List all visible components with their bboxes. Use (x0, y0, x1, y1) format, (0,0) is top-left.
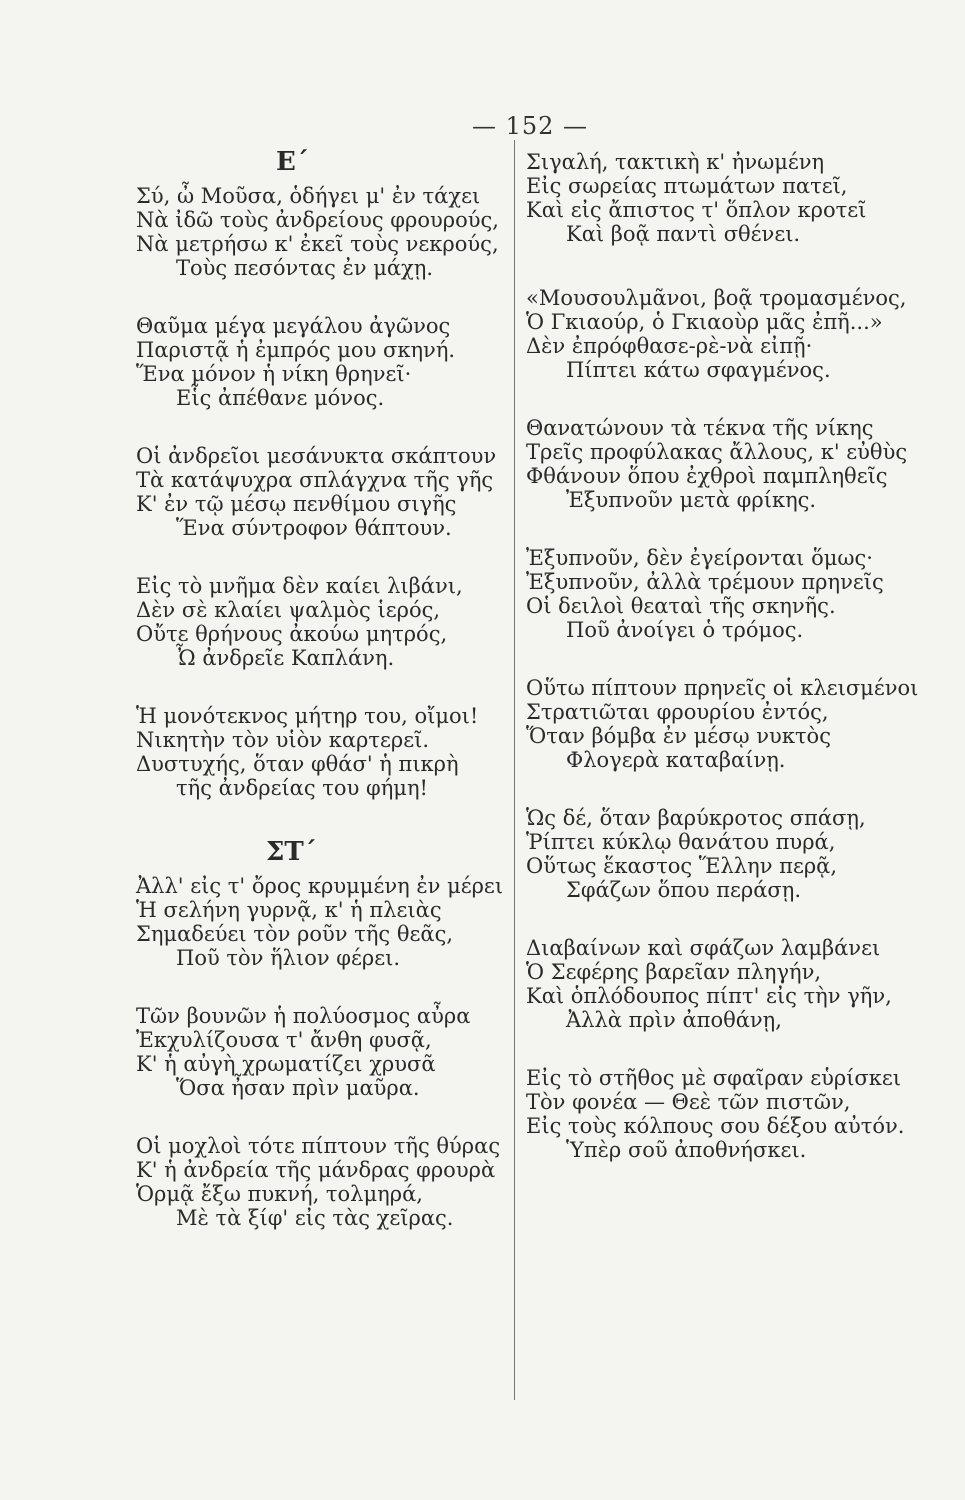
stanza (526, 150, 910, 246)
section-st-stanzas (136, 874, 510, 1230)
poem-line: Πίπτει κάτω σφαγμένος. (566, 358, 831, 382)
poem-line: Οὕτως ἕκαστος Ἕλλην περᾷ, (526, 854, 838, 878)
section-heading-st: ΣΤ΄ (266, 837, 317, 867)
right-column (526, 150, 919, 1162)
poem-line: Κ' ἡ αὐγὴ χρωματίζει χρυσᾶ (136, 1052, 436, 1076)
poem-line: Οὔτε θρήνους ἀκούω μητρός, (136, 622, 448, 646)
stanza (136, 704, 510, 800)
poem-line: Ὅσα ἦσαν πρὶν μαῦρα. (176, 1076, 420, 1100)
poem-line: Δὲν ἐπρόφθασε-ρὲ-νὰ εἰπῇ· (526, 334, 813, 358)
poem-line: Καὶ ὁπλόδουπος πίπτ' εἰς τὴν γῆν, (526, 984, 892, 1008)
poem-line: Καὶ βοᾷ παντὶ σθένει. (566, 222, 801, 246)
poem-line: Σύ, ὦ Μοῦσα, ὁδήγει μ' ἐν τάχει (136, 184, 481, 208)
poem-line: Διαβαίνων καὶ σφάζων λαμβάνει (526, 936, 881, 960)
poem-line: Οὕτω πίπτουν πρηνεῖς οἱ κλεισμένοι (526, 676, 919, 700)
poem-line: Ἐξυπνοῦν, δὲν ἐγείρονται ὅμως· (526, 546, 873, 570)
stanza (136, 444, 510, 540)
poem-line: Οἱ μοχλοὶ τότε πίπτουν τῆς θύρας (136, 1134, 501, 1158)
poem-line: Τὰ κατάψυχρα σπλάγχνα τῆς γῆς (136, 468, 494, 492)
stanza (136, 314, 510, 410)
poem-line: Σφάζων ὅπου περάσῃ. (566, 878, 802, 902)
poem-line: Νὰ ἰδῶ τοὺς ἀνδρείους φρουρούς, (136, 208, 499, 232)
poem-line: Θανατώνουν τὰ τέκνα τῆς νίκης (526, 416, 874, 440)
poem-line: Ἡ μονότεκνος μήτηρ του, οἴμοι! (136, 704, 479, 728)
poem-line: Τρεῖς προφύλακας ἄλλους, κ' εὐθὺς (526, 440, 908, 464)
column-divider (514, 140, 515, 1400)
poem-line: Ὑπὲρ σοῦ ἀποθνήσκει. (566, 1138, 807, 1162)
poem-line: Κ' ἐν τῷ μέσῳ πενθίμου σιγῆς (136, 492, 457, 516)
stanza (526, 806, 910, 902)
stanza (526, 936, 910, 1032)
poem-line: Τοὺς πεσόντας ἐν μάχῃ. (176, 256, 434, 280)
poem-line: Ὡς δέ, ὅταν βαρύκροτος σπάσῃ, (526, 806, 866, 830)
right-stanzas (526, 150, 919, 1162)
poem-line: Ἐξυπνοῦν, ἀλλὰ τρέμουν πρηνεῖς (526, 570, 884, 594)
poem-line: Σημαδεύει τὸν ροῦν τῆς θεᾶς, (136, 922, 454, 946)
poem-line: Ἕνα μόνον ἡ νίκη θρηνεῖ· (136, 362, 412, 386)
stanza (136, 184, 510, 280)
poem-line: Φλογερὰ καταβαίνῃ. (566, 748, 786, 772)
poem-line: Ὦ ἀνδρεῖε Καπλάνη. (176, 646, 395, 670)
stanza (136, 1134, 510, 1230)
left-column (136, 147, 510, 1230)
stanza (136, 574, 510, 670)
stanza (526, 416, 910, 512)
poem-line: Ἐξυπνοῦν μετὰ φρίκης. (566, 488, 817, 512)
stanza (526, 286, 910, 382)
poem-line: Θαῦμα μέγα μεγάλου ἀγῶνος (136, 314, 451, 338)
stanza (136, 874, 510, 970)
poem-line: Εἷς ἀπέθανε μόνος. (176, 386, 385, 410)
poem-line: Δυστυχής, ὅταν φθάσ' ἡ πικρὴ (136, 752, 459, 776)
poem-line: Ἐκχυλίζουσα τ' ἄνθη φυσᾷ, (136, 1028, 432, 1052)
stanza (526, 546, 910, 642)
poem-line: Νὰ μετρήσω κ' ἐκεῖ τοὺς νεκρούς, (136, 232, 499, 256)
poem-line: Ὁρμᾷ ἔξω πυκνή, τολμηρά, (136, 1182, 423, 1206)
poem-line: Ποῦ ἀνοίγει ὁ τρόμος. (566, 618, 804, 642)
poem-line: Ἡ σελήνη γυρνᾷ, κ' ἡ πλειὰς (136, 898, 442, 922)
poem-line: Ἀλλ' εἰς τ' ὄρος κρυμμένη ἐν μέρει (136, 874, 504, 898)
section-e-stanzas (136, 184, 510, 800)
poem-line: Ὅταν βόμβα ἐν μέσῳ νυκτὸς (526, 724, 831, 748)
poem-line: Κ' ἡ ἀνδρεία τῆς μάνδρας φρουρὰ (136, 1158, 496, 1182)
poem-line: Καὶ εἰς ἄπιστος τ' ὅπλον κροτεῖ (526, 198, 867, 222)
poem-line: Ὁ Σεφέρης βαρεῖαν πληγήν, (526, 960, 822, 984)
poem-line: Φθάνουν ὅπου ἐχθροὶ παμπληθεῖς (526, 464, 888, 488)
section-heading-e: Ε΄ (276, 147, 309, 177)
poem-line: τῆς ἀνδρείας του φήμη! (176, 776, 428, 800)
poem-line: Εἰς τὸ μνῆμα δὲν καίει λιβάνι, (136, 574, 463, 598)
poem-line: Οἱ δειλοὶ θεαταὶ τῆς σκηνῆς. (526, 594, 836, 618)
poem-line: Ποῦ τὸν ἥλιον φέρει. (176, 946, 401, 970)
poem-line: Ῥίπτει κύκλῳ θανάτου πυρά, (526, 830, 836, 854)
poem-line: Σιγαλή, τακτικὴ κ' ἠνωμένη (526, 150, 825, 174)
poem-line: Ἀλλὰ πρὶν ἀποθάνῃ, (566, 1008, 782, 1032)
stanza (526, 676, 919, 772)
stanza (136, 1004, 510, 1100)
poem-line: Οἱ ἀνδρεῖοι μεσάνυκτα σκάπτουν (136, 444, 497, 468)
stanza (526, 1066, 910, 1162)
poem-line: Εἰς τὸ στῆθος μὲ σφαῖραν εὑρίσκει (526, 1066, 902, 1090)
poem-line: «Μουσουλμᾶνοι, βοᾷ τρομασμένος, (526, 286, 907, 310)
poem-line: Τῶν βουνῶν ἡ πολύοσμος αὖρα (136, 1004, 471, 1028)
poem-line: Παριστᾷ ἡ ἐμπρός μου σκηνή. (136, 338, 456, 362)
poem-line: Νικητὴν τὸν υἱὸν καρτερεῖ. (136, 728, 430, 752)
poem-line: Τὸν φονέα — Θεὲ τῶν πιστῶν, (526, 1090, 851, 1114)
poem-line: Εἰς σωρείας πτωμάτων πατεῖ, (526, 174, 848, 198)
poem-line: Ὁ Γκιαούρ, ὁ Γκιαοὺρ μᾶς ἐπῆ...» (526, 310, 883, 334)
poem-line: Εἰς τοὺς κόλπους σου δέξου αὐτόν. (526, 1114, 905, 1138)
poem-line: Μὲ τὰ ξίφ' εἰς τὰς χεῖρας. (176, 1206, 454, 1230)
poem-line: Δὲν σὲ κλαίει ψαλμὸς ἱερός, (136, 598, 441, 622)
poem-line: Στρατιῶται φρουρίου ἐντός, (526, 700, 829, 724)
poem-line: Ἕνα σύντροφον θάπτουν. (176, 516, 452, 540)
page-number: — 152 — (471, 112, 589, 140)
